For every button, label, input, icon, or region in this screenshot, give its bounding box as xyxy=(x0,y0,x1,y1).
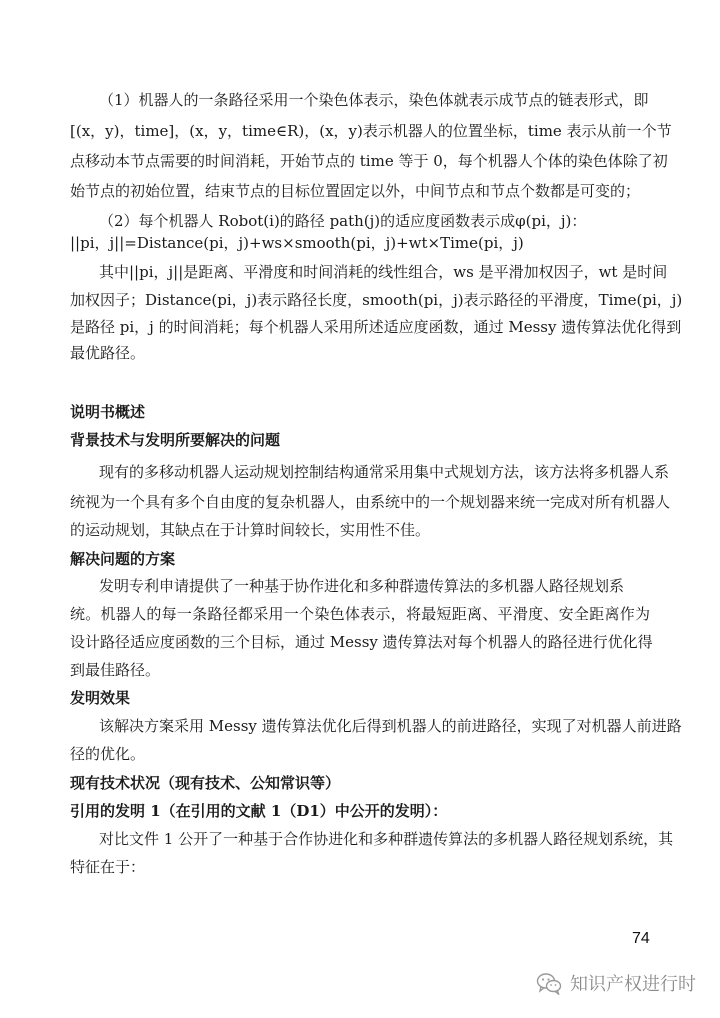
text-line: 统视为一个具有多个自由度的复杂机器人，由系统中的一个规划器来统一完成对所有机器人 xyxy=(70,493,671,511)
section-heading: 说明书概述 xyxy=(70,403,146,421)
text-line: 设计路径适应度函数的三个目标，通过 Messy 遗传算法对每个机器人的路径进行优化得 xyxy=(70,633,653,651)
watermark xyxy=(536,970,696,996)
text-line: 统。机器人的每一条路径都采用一个染色体表示，将最短距离、平滑度、安全距离作为 xyxy=(70,605,650,623)
text-line: 的运动规划，其缺点在于计算时间较长，实用性不佳。 xyxy=(70,521,431,539)
text-line: 特征在于： xyxy=(70,858,146,876)
section-heading: 现有技术状况（现有技术、公知常识等） xyxy=(70,774,341,792)
text-line: 发明专利申请提供了一种基于协作进化和多种群遗传算法的多机器人路径规划系 xyxy=(99,577,625,595)
text-line: 到最佳路径。 xyxy=(70,661,161,679)
text-line: [(x，y)，time]，(x，y，time∈R)，(x，y)表示机器人的位置坐标，time 表示从前一个节 xyxy=(70,122,672,140)
formula-line: ||pi，j||=Distance(pi，j)+ws×smooth(pi，j)+wt×Time(pi，j) xyxy=(70,234,524,252)
text-line: 其中||pi，j||是距离、平滑度和时间消耗的线性组合，ws 是平滑加权因子，wt 是时间 xyxy=(99,263,668,281)
text-line: （1）机器人的一条路径采用一个染色体表示，染色体就表示成节点的链表形式，即 xyxy=(99,91,649,109)
watermark-text: 知识产权进行时 xyxy=(570,974,696,995)
text-line: 点移动本节点需要的时间消耗，开始节点的 time 等于 0，每个机器人个体的染色体除了初 xyxy=(70,152,668,170)
text-line: 该解决方案采用 Messy 遗传算法优化后得到机器人的前进路径，实现了对机器人前进路 xyxy=(99,717,682,735)
text-line: 现有的多移动机器人运动规划控制结构通常采用集中式规划方法，该方法将多机器人系 xyxy=(99,463,670,481)
section-heading: 解决问题的方案 xyxy=(70,550,176,568)
text-line: 始节点的初始位置，结束节点的目标位置固定以外，中间节点和节点个数都是可变的； xyxy=(70,182,641,200)
section-heading: 引用的发明 1（在引用的文献 1（D1）中公开的发明）： xyxy=(70,802,448,820)
page-number: 74 xyxy=(632,930,650,947)
section-heading: 背景技术与发明所要解决的问题 xyxy=(70,431,281,449)
text-line: 加权因子；Distance(pi，j)表示路径长度，smooth(pi，j)表示路径的平滑度，Time(pi，j) xyxy=(70,291,683,309)
text-line: 对比文件 1 公开了一种基于合作协进化和多种群遗传算法的多机器人路径规划系统，其 xyxy=(99,830,674,848)
text-line: 是路径 pi，j 的时间消耗；每个机器人采用所述适应度函数，通过 Messy 遗传算法优化得到 xyxy=(70,318,682,336)
text-line: 径的优化。 xyxy=(70,745,146,763)
text-line: 最优路径。 xyxy=(70,344,146,362)
section-heading: 发明效果 xyxy=(70,689,131,707)
wechat-icon xyxy=(536,971,562,995)
text-line: （2）每个机器人 Robot(i)的路径 path(j)的适应度函数表示成φ(pi，j)： xyxy=(99,212,587,230)
